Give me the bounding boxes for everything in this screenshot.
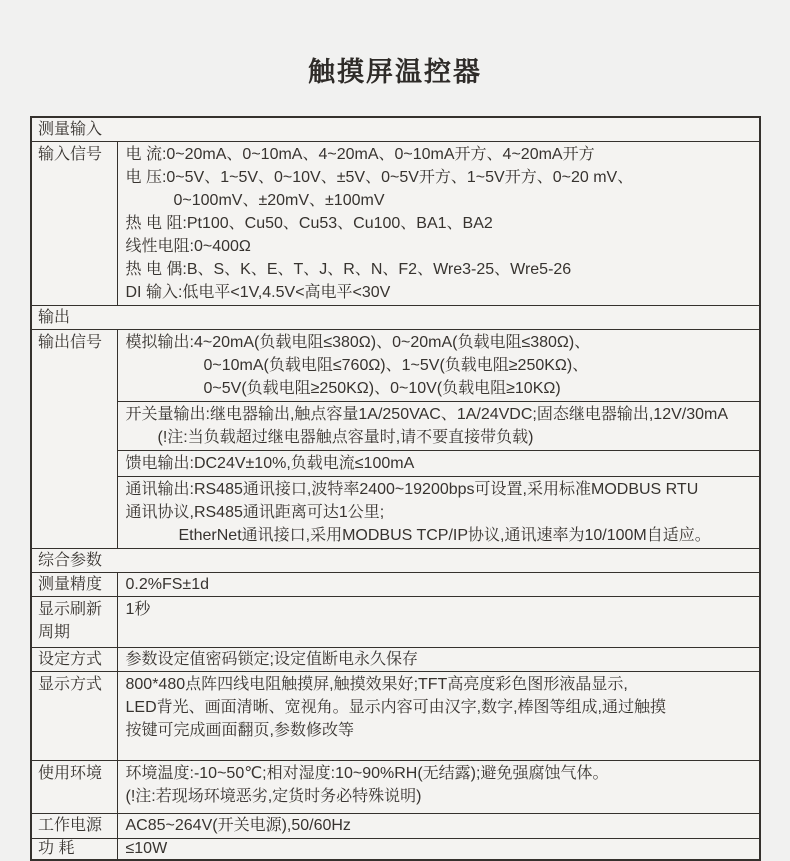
cell-analog-output: [117, 330, 760, 402]
feed-output-line: 馈电输出:DC24V±10%,负载电流≤100mA: [125, 455, 415, 472]
analog-output-line-2: 0~10mA(负载电阻≤760Ω)、1~5V(负载电阻≥250KΩ)、: [203, 357, 589, 374]
cell-comm-output: [117, 477, 760, 549]
cell-environment: [117, 761, 760, 814]
display-mode-line-2: LED背光、画面清晰、宽视角。显示内容可由汉字,数字,棒图等组成,通过触摸: [125, 699, 666, 716]
row-label-accuracy: 测量精度: [31, 573, 117, 597]
row-label-setting-mode: 设定方式: [31, 648, 117, 672]
section-header-measurement-input: 测量输入: [31, 117, 760, 142]
cell-input-signal: [117, 142, 760, 306]
input-signal-linear-resistance-line: 线性电阻:0~400Ω: [125, 238, 251, 255]
section-header-general-params: 综合参数: [31, 549, 760, 573]
cell-switch-output: [117, 402, 760, 451]
cell-power-consumption: ≤10W: [117, 839, 760, 861]
row-label-input-signal: 输入信号: [31, 142, 117, 306]
switch-output-note-line: (!注:当负载超过继电器触点容量时,请不要直接带负载): [157, 429, 534, 446]
input-signal-voltage-line: 电 压:0~5V、1~5V、0~10V、±5V、0~5V开方、1~5V开方、0~20 mV、: [125, 169, 634, 186]
row-label-display-mode: 显示方式: [31, 672, 117, 761]
row-label-refresh-period: 显示刷新周期: [31, 597, 117, 648]
cell-setting-mode: 参数设定值密码锁定;设定值断电永久保存: [117, 648, 760, 672]
display-mode-line-3: 按键可完成画面翻页,参数修改等: [125, 722, 354, 739]
page-title: 触摸屏温控器: [308, 57, 482, 87]
section-header-output: 输出: [31, 306, 760, 330]
row-label-environment: 使用环境: [31, 761, 117, 814]
cell-feed-output: [117, 451, 760, 477]
row-label-output-signal: 输出信号: [31, 330, 117, 549]
analog-output-line-1: 模拟输出:4~20mA(负载电阻≤380Ω)、0~20mA(负载电阻≤380Ω)、: [125, 334, 591, 351]
cell-display-mode: [117, 672, 760, 761]
display-mode-line-1: 800*480点阵四线电阻触摸屏,触摸效果好;TFT高亮度彩色图形液晶显示,: [125, 676, 628, 693]
comm-output-line-1: 通讯输出:RS485通讯接口,波特率2400~19200bps可设置,采用标准MODBUS RTU: [125, 481, 699, 498]
spec-table: [30, 116, 761, 861]
input-signal-current-line: 电 流:0~20mA、0~10mA、4~20mA、0~10mA开方、4~20mA开方: [125, 146, 595, 163]
environment-line-1: 环境温度:-10~50℃;相对湿度:10~90%RH(无结露);避免强腐蚀气体。: [125, 765, 609, 782]
cell-accuracy: 0.2%FS±1d: [117, 573, 760, 597]
input-signal-rtd-line: 热 电 阻:Pt100、Cu50、Cu53、Cu100、BA1、BA2: [125, 215, 493, 232]
comm-output-line-2: 通讯协议,RS485通讯距离可达1公里;: [125, 504, 385, 521]
analog-output-line-3: 0~5V(负载电阻≥250KΩ)、0~10V(负载电阻≥10KΩ): [203, 380, 561, 397]
cell-power-supply: AC85~264V(开关电源),50/60Hz: [117, 814, 760, 839]
input-signal-di-line: DI 输入:低电平<1V,4.5V<高电平<30V: [125, 284, 391, 301]
input-signal-voltage-cont-line: 0~100mV、±20mV、±100mV: [173, 192, 385, 209]
cell-refresh-period: 1秒: [117, 597, 760, 648]
switch-output-line: 开关量输出:继电器输出,触点容量1A/250VAC、1A/24VDC;固态继电器输出,12V/30mA: [125, 406, 729, 423]
environment-note-line: (!注:若现场环境恶劣,定货时务必特殊说明): [125, 788, 422, 805]
input-signal-thermocouple-line: 热 电 偶:B、S、K、E、T、J、R、N、F2、Wre3-25、Wre5-26: [125, 261, 572, 278]
comm-output-ethernet-line: EtherNet通讯接口,采用MODBUS TCP/IP协议,通讯速率为10/100M自适应。: [178, 527, 711, 544]
row-label-power-supply: 工作电源: [31, 814, 117, 839]
row-label-power-consumption: 功 耗: [31, 839, 117, 861]
